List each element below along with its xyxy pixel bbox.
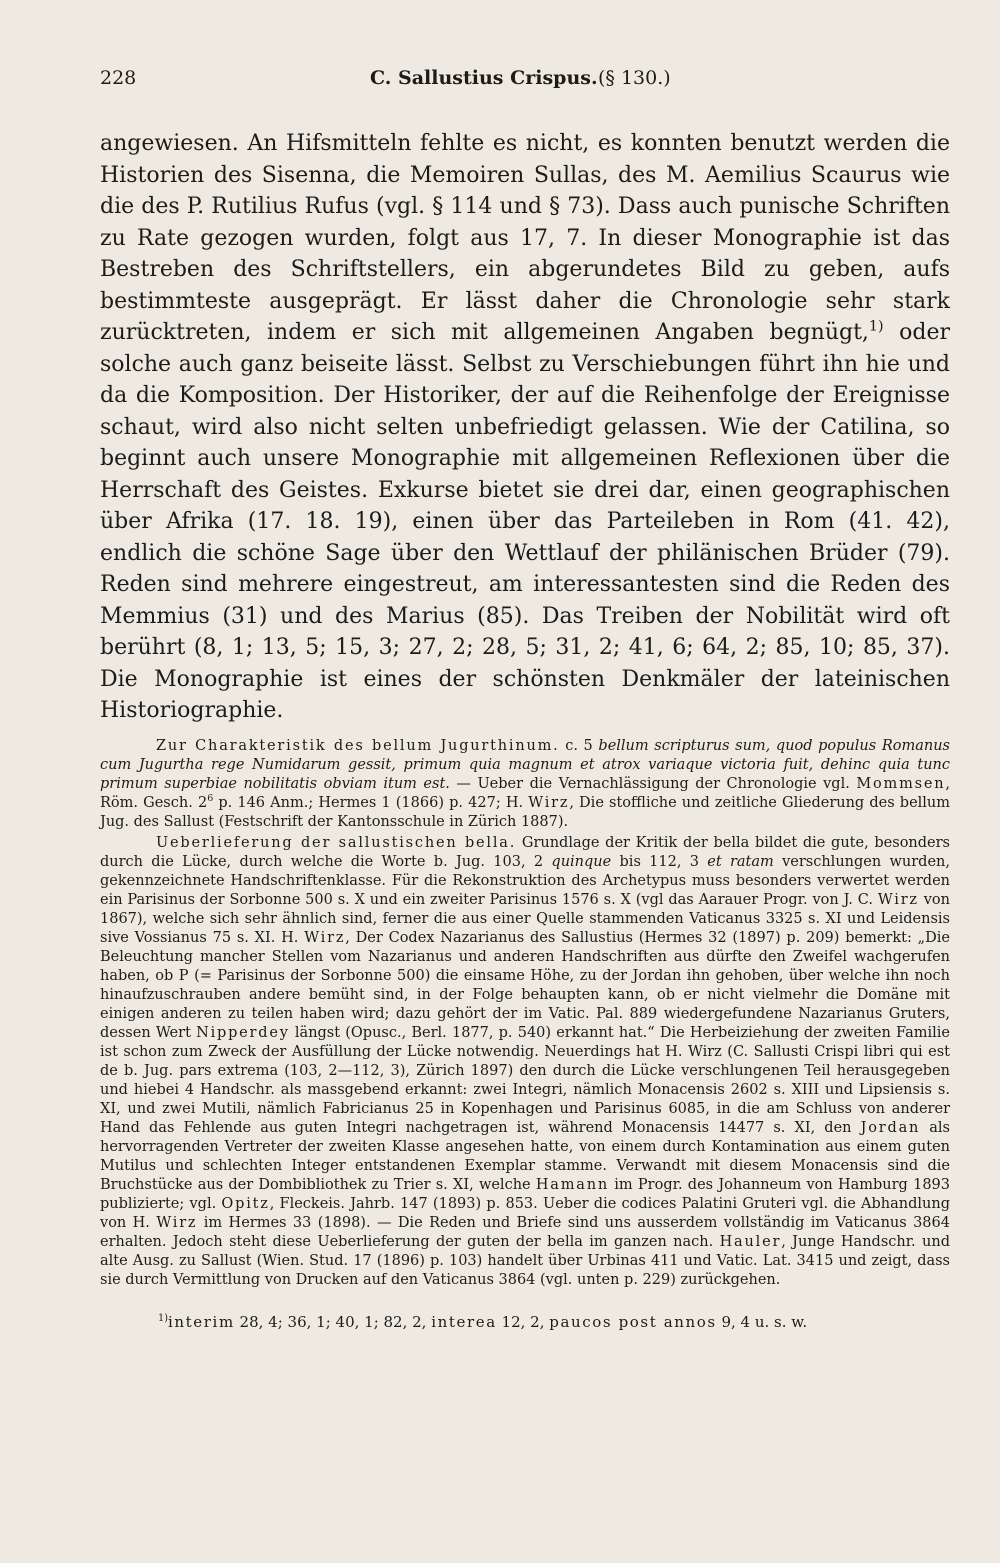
main-text-part-2: oder solche auch ganz beiseite lässt. Selbst zu Verschiebungen führt ihn hie und da die Komposition. Der Historiker, der auf die Reihenfolge der Ereignisse schaut, wird also nicht selten unbefriedigt gelassen. Wie der Catilina, so beginnt auch unsere Monographie mit allgemeinen Reflexionen über die Herrschaft des Geistes. Exkurse bietet sie drei dar, einen geographischen über Afrika (17. 18. 19), einen über das Parteileben in Rom (41. 42), endlich die schöne Sage über den Wettlauf der philänischen Brüder (79). Reden sind mehrere eingestreut, am interessantesten sind die Reden des Memmius (31) und des Marius (85). Das Treiben der Nobilität wird oft berührt (8, 1; 13, 5; 15, 3; 27, 2; 28, 5; 31, 2; 41, 6; 64, 2; 85, 10; 85, 37). Die Monographie ist eines der schönsten Denkmäler der lateinischen Historiographie.	[100, 320, 950, 723]
note-label: Ueberlieferung der sallustischen bella.	[156, 834, 517, 851]
note-label: Zur Charakteristik des bellum Jugurthinum.	[156, 737, 560, 754]
note-text: längst (Opusc., Berl. 1877, p. 540) erkannt hat.“ Die Herbeiziehung der zweiten Familie ist schon zum Zweck der Ausfüllung der Lücke notwendig. Neuerdings hat H. Wirz (C. Sallusti Crispi libri qui est de b. Jug. pars extrema (103, 2—112, 3), Zürich 1897) den durch die Lücke verschlungenen Teil herausgegeben und hiebei 4 Handschr. als massgebend erkannt: zwei Integri, nämlich Monacensis 2602 s. XIII und Lipsiensis s. XI, und zwei Mutili, nämlich Fabricianus 25 in Kopenhagen und Parisinus 6085, in die am Schluss von anderer Hand das Fehlende aus guten Integri nachgetragen ist, während Monacensis 14477 s. XI, den	[100, 1024, 950, 1136]
note-text: verschlungen wurden, gekennzeichnete Handschriftenklasse. Für die Rekonstruktion des Archetypus muss besonders verwertet werden ein Parisinus der Sorbonne 500 s. X und ein zweiter Parisinus 1576 s. X (vgl das Aarauer Progr. von J. C.	[100, 853, 950, 908]
author-name: Wirz	[156, 1214, 198, 1231]
note-text: Grundlage der Kritik der bella bildet die gute, besonders durch die Lücke, durch welche die Worte b. Jug. 103, 2	[100, 834, 950, 870]
author-name: Wirz	[304, 929, 346, 946]
author-name: Hamann	[535, 1176, 610, 1193]
author-name: Wirz	[877, 891, 919, 908]
author-name: Jordan	[860, 1119, 921, 1136]
latin-term: interim	[168, 1312, 235, 1331]
note-text: als hervorragenden Vertreter der zweiten Klasse angesehen hatte, von einem durch Kontamination aus einem guten Mutilus und schlechten Integer entstandenen Exemplar stamme. Verwandt mit diesem Monacensis sind die Bruchstücke aus der Dombibliothek zu Trier s. XI, welche	[100, 1119, 950, 1193]
scholarly-notes	[100, 737, 950, 1290]
footnote-text: 28, 4; 36, 1; 40, 1; 82, 2,	[234, 1312, 432, 1331]
footnote	[100, 1312, 950, 1332]
note-text: im Progr. des Johanneum von Hamburg 1893 publizierte; vgl.	[100, 1176, 950, 1212]
note-text: , Junge Handschr. und alte Ausg. zu Sallust (Wien. Stud. 17 (1896) p. 103) handelt über Urbinas 411 und Vatic. Lat. 3415 und zeigt, dass sie durch Vermittlung von Drucken auf den Vaticanus 3864 (vgl. unten p. 229) zurückgehen.	[100, 1233, 950, 1288]
footnote-text: 9, 4 u. s. w.	[716, 1312, 808, 1331]
main-text-part-1: angewiesen. An Hifsmitteln fehlte es nicht, es konnten benutzt werden die Historien des Sisenna, die Memoiren Sullas, des M. Aemilius Scaurus wie die des P. Rutilius Rufus (vgl. § 114 und § 73). Dass auch punische Schriften zu Rate gezogen wurden, folgt aus 17, 7. In dieser Monographie ist das Bestreben des Schriftstellers, ein abgerundetes Bild zu geben, aufs bestimmteste ausgeprägt. Er lässt daher die Chronologie sehr stark zurücktreten, indem er sich mit allgemeinen Angaben begnügt,	[100, 131, 950, 345]
latin-quote: bellum scripturus sum, quod populus Romanus cum Jugurtha rege Numidarum gessit, primum quia magnum et atrox variaque victoria fuit, dehinc quia tunc primum superbiae nobilitatis obviam itum est.	[100, 737, 950, 792]
running-head	[100, 58, 950, 98]
latin-term: paucos post annos	[549, 1312, 717, 1331]
edition-superscript: 6	[207, 792, 214, 804]
note-text: — Ueber die Vernachlässigung der Chronologie vgl.	[449, 775, 857, 792]
note-characteristics	[100, 737, 950, 832]
author-name: Hauler	[719, 1233, 782, 1250]
author-name: Mommsen	[856, 775, 946, 792]
note-text: von 1867), welche sich sehr ähnlich sind, ferner die aus einer Quelle stammenden Vaticanus 3325 s. XI und Leidensis sive Vossianus 75 s. XI. H.	[100, 891, 950, 946]
author-name: Wirz	[528, 794, 570, 811]
note-text: , Die stoffliche und zeitliche Gliederung des bellum Jug. des Sallust (Festschrift der Kantonsschule in Zürich 1887).	[100, 794, 951, 830]
note-text: c. 5	[559, 737, 599, 754]
page-number: 228	[100, 67, 137, 89]
note-text: im Hermes 33 (1898). — Die Reden und Briefe sind uns ausserdem vollständig im Vaticanus 3864 erhalten. Jedoch steht diese Ueberlieferung der guten der bella im ganzen nach.	[100, 1214, 950, 1250]
author-name: Nipperdey	[196, 1024, 290, 1041]
latin-term: interea	[431, 1312, 497, 1331]
main-paragraph	[100, 128, 950, 727]
note-transmission	[100, 834, 950, 1290]
note-text: , Der Codex Nazarianus des Sallustius (Hermes 32 (1897) p. 209) bemerkt: „Die Beleuchtung mancher Stellen vom Nazarianus und anderen Handschriften aus dürfte den Zweifel wachgerufen haben, ob P (= Parisinus der Sorbonne 500) die einsame Höhe, zu der Jordan ihn gehoben, über welche ihn noch hinaufzuschrauben andere bemüht sind, in der Folge behaupten kann, ob er nicht vielmehr die Domäne mit einigen anderen zu teilen haben wird; dazu gehört der im Vatic. Pal. 889 wiedergefundene Nazarianus Gruters, dessen Wert	[100, 929, 951, 1041]
note-text: bis 112, 3	[611, 853, 708, 870]
footnote-text: 12, 2,	[496, 1312, 550, 1331]
running-title: C. Sallustius Crispus.	[370, 67, 598, 89]
note-text: p. 146 Anm.; Hermes 1 (1866) p. 427; H.	[213, 794, 529, 811]
note-text: , Röm. Gesch. 2	[100, 775, 951, 811]
latin-word: quinque	[551, 853, 612, 870]
latin-word: et ratam	[707, 853, 774, 870]
footnote-marker: 1)	[158, 1312, 169, 1324]
section-reference: (§ 130.)	[598, 67, 671, 89]
main-body-text	[100, 128, 950, 727]
author-name: Opitz	[221, 1195, 270, 1212]
note-text: , Fleckeis. Jahrb. 147 (1893) p. 853. Ueber die codices Palatini Gruteri vgl. die Abhandlung von H.	[100, 1195, 950, 1231]
footnote-reference: 1)	[868, 318, 884, 335]
